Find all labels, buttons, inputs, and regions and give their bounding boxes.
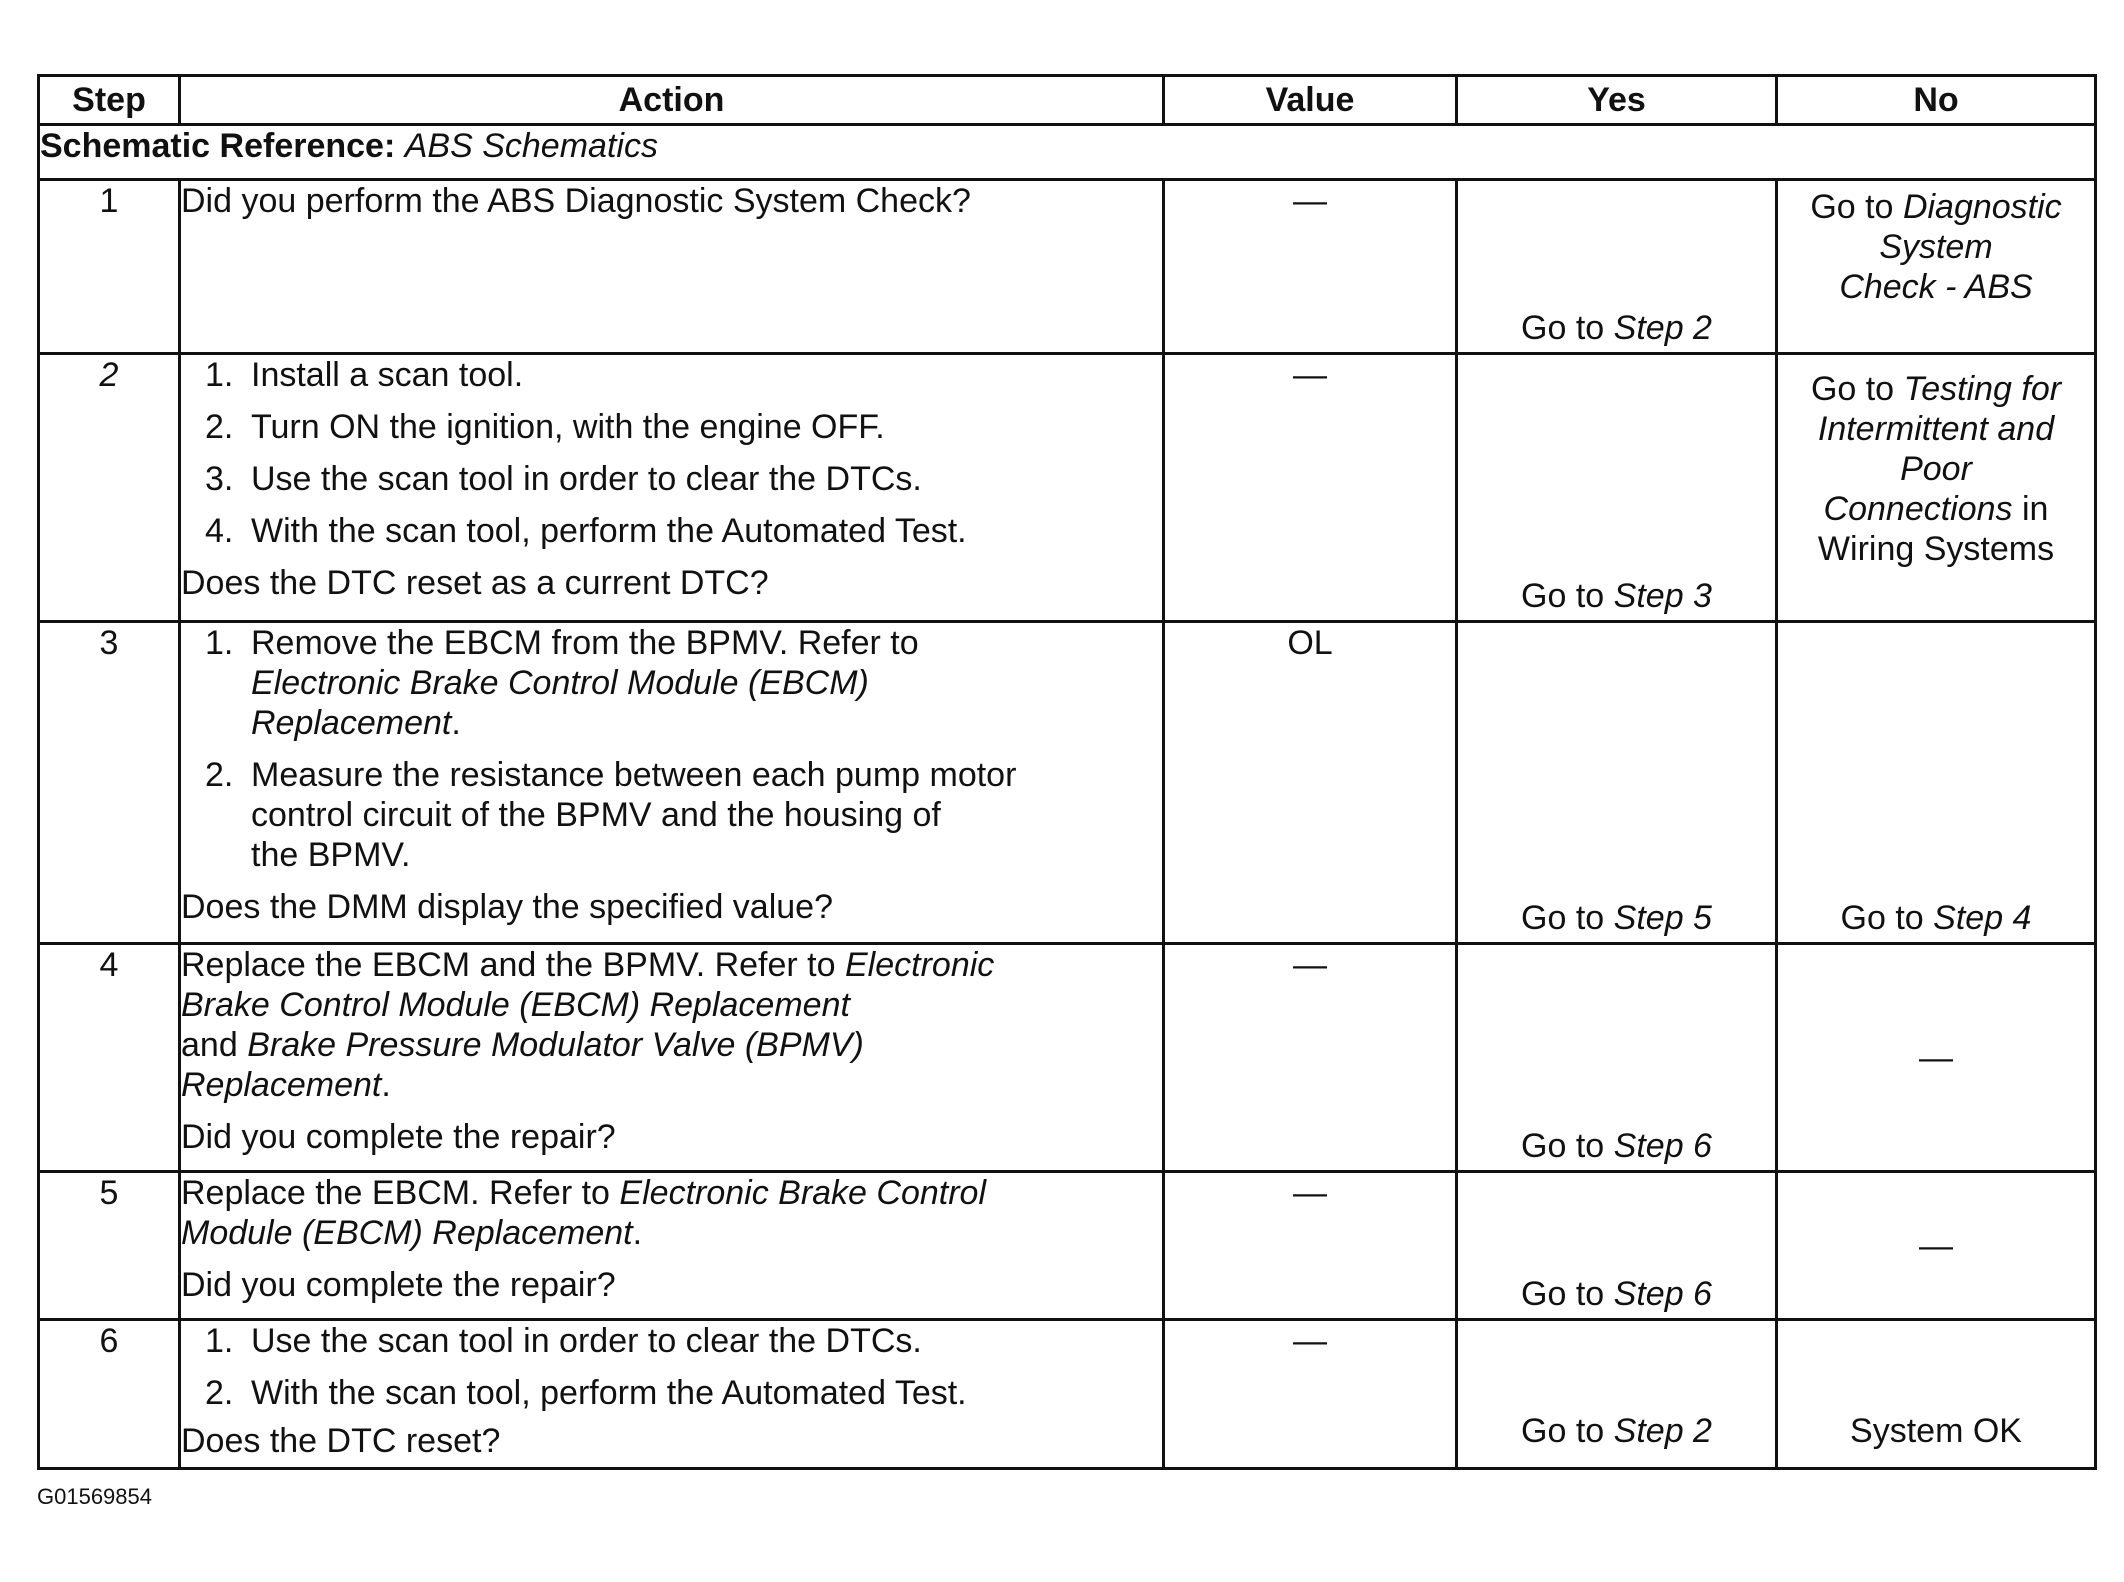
goto-prefix: Go to [1810,188,1894,226]
table-row [39,622,2096,944]
table-row [39,354,2096,622]
action-list-item: 4. With the scan tool, perform the Automated Test. [205,512,967,550]
yes-cell [1457,1320,1777,1469]
value-cell: — [1164,1172,1457,1320]
action-list-item: 3. Use the scan tool in order to clear the DTCs. [205,460,922,498]
schematic-reference [39,125,2096,180]
yes-goto[interactable]: Go to Step 6 [1521,1275,1712,1313]
action-list-item: 1. Use the scan tool in order to clear the DTCs. [205,1322,922,1360]
header-value: Value [1164,76,1457,125]
action-list-item: 2. Measure the resistance between each pump motor control circuit of the BPMV and the housing of the BPMV. [205,756,1017,874]
action-question: Did you complete the repair? [181,1266,616,1304]
action-question: Does the DTC reset? [181,1422,501,1460]
action-list [181,623,1162,875]
no-cell [1777,354,2096,622]
table-row [39,1320,2096,1469]
no-goto[interactable] [1778,181,2094,313]
table-row [39,1172,2096,1320]
no-cell [1777,180,2096,354]
no-value: — [1919,1226,1953,1265]
no-cell [1777,1320,2096,1469]
action-cell [180,944,1164,1172]
action-text: Replace the EBCM and the BPMV. Refer to Electronic Brake Control Module (EBCM) Replacement and Brake Pressure Modulator Valve (BPMV) Replacement. [181,946,995,1104]
yes-goto[interactable] [1458,308,1775,348]
diagnostic-table [37,74,2097,1470]
action-question: Did you complete the repair? [181,1118,616,1156]
header-row [39,76,2096,125]
yes-cell [1457,180,1777,354]
no-cell [1777,944,2096,1172]
goto-target-line2: System [1879,228,1993,266]
value-cell: — [1164,180,1457,354]
action-list-item: 1. Install a scan tool. [205,356,524,394]
step-number: 6 [39,1320,180,1469]
action-cell [180,180,1164,354]
no-cell [1777,622,2096,944]
no-value: — [1919,1038,1953,1077]
no-goto[interactable]: Go to Testing for Intermittent and Poor Connections in Wiring Systems [1810,370,2062,568]
action-cell [180,622,1164,944]
header-no: No [1777,76,2096,125]
reference-link[interactable]: Electronic Brake Control Module (EBCM) [251,664,869,702]
reference-link[interactable]: Brake Pressure Modulator Valve (BPMV) [247,1026,864,1064]
action-list-item: 1. Remove the EBCM from the BPMV. Refer to Electronic Brake Control Module (EBCM) Replacement. [205,624,919,742]
step-number: 2 [39,354,180,622]
yes-goto[interactable]: Go to Step 5 [1521,899,1712,937]
yes-cell [1457,622,1777,944]
step-number: 3 [39,622,180,944]
value-cell: — [1164,944,1457,1172]
table-row [39,180,2096,354]
reference-link[interactable]: Electronic [845,946,995,984]
no-value: System OK [1850,1412,2022,1450]
schematic-reference-link[interactable]: ABS Schematics [404,127,658,165]
goto-target: Step 2 [1613,309,1712,347]
action-cell [180,1172,1164,1320]
schematic-reference-row [39,125,2096,180]
step-number: 5 [39,1172,180,1320]
action-list [181,355,1162,551]
action-cell [180,1320,1164,1469]
yes-goto[interactable]: Go to Step 3 [1521,577,1712,615]
value-cell: OL [1164,622,1457,944]
action-list [181,1321,1162,1413]
yes-cell [1457,944,1777,1172]
yes-cell [1457,1172,1777,1320]
reference-link[interactable]: Electronic Brake Control [619,1174,987,1212]
goto-prefix: Go to [1521,309,1605,347]
action-list-item: 2. With the scan tool, perform the Automated Test. [205,1374,967,1412]
action-list-item: 2. Turn ON the ignition, with the engine OFF. [205,408,885,446]
goto-target-line3: Check - ABS [1839,268,2033,306]
action-cell [180,354,1164,622]
header-step: Step [39,76,180,125]
diagnostic-table-container [37,74,2094,1470]
yes-goto[interactable]: Go to Step 6 [1521,1127,1712,1165]
no-cell [1777,1172,2096,1320]
yes-goto[interactable]: Go to Step 2 [1521,1412,1712,1450]
yes-cell [1457,354,1777,622]
value-cell: — [1164,1320,1457,1469]
step-number: 4 [39,944,180,1172]
header-action: Action [180,76,1164,125]
value-cell: — [1164,354,1457,622]
action-text: Replace the EBCM. Refer to Electronic Brake Control Module (EBCM) Replacement. [181,1174,987,1252]
header-yes: Yes [1457,76,1777,125]
action-question: Does the DMM display the specified value? [181,888,833,926]
schematic-reference-label: Schematic Reference: [40,127,396,165]
table-row [39,944,2096,1172]
no-goto[interactable]: Go to Step 4 [1840,899,2032,937]
figure-id: G01569854 [37,1484,152,1509]
action-question: Did you perform the ABS Diagnostic System Check? [181,182,971,220]
goto-target-line1: Diagnostic [1902,188,2062,226]
step-number: 1 [39,180,180,354]
action-question: Does the DTC reset as a current DTC? [181,564,769,602]
